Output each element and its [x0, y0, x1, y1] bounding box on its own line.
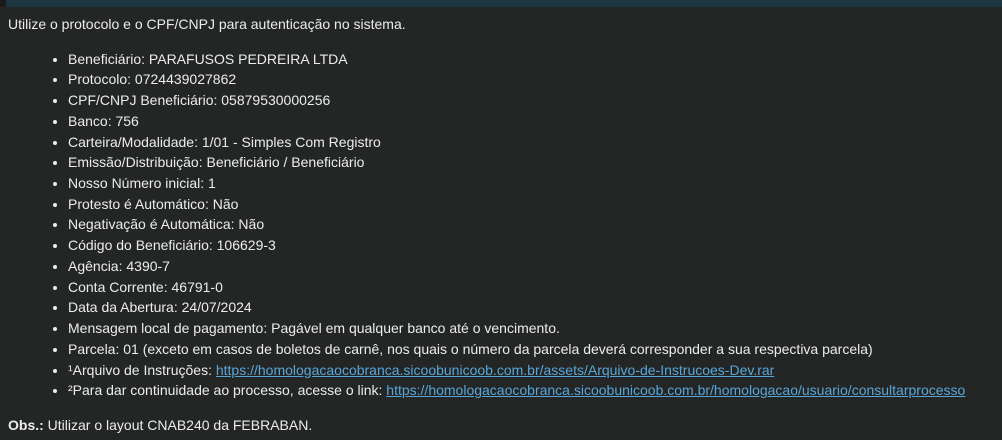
list-item-arquivo-instrucoes — [68, 360, 994, 381]
list-item-banco: • Banco: 756 — [68, 111, 994, 132]
instructions-file-link[interactable]: https://homologacaocobranca.sicoobunicoob.com.br/assets/Arquivo-de-Instrucoes-Dev.rar — [215, 361, 775, 378]
list-item-carteira-modalidade: • Carteira/Modalidade: 1/01 - Simples Com Registro — [68, 132, 994, 153]
list-item-emissao-distribuicao: • Emissão/Distribuição: Beneficiário / Beneficiário — [68, 152, 994, 173]
intro-text: Utilize o protocolo e o CPF/CNPJ para autenticação no sistema. — [8, 16, 406, 32]
top-divider-bar — [0, 0, 1002, 7]
list-item-continuidade-processo — [68, 380, 994, 401]
obs-text: Utilizar o layout CNAB240 da FEBRABAN. — [43, 416, 313, 433]
details-list — [8, 49, 994, 401]
list-item-negativacao: • Negativação é Automática: Não — [68, 214, 994, 235]
list-item-data-abertura: • Data da Abertura: 24/07/2024 — [68, 297, 994, 318]
list-item-protesto: • Protesto é Automático: Não — [68, 194, 994, 215]
consult-process-link[interactable]: https://homologacaocobranca.sicoobunicoob.com.br/homologacao/usuario/consultarprocesso — [386, 382, 966, 399]
continuidade-processo-prefix: ²Para dar continuidade ao processo, acesse o link: — [68, 382, 387, 399]
obs-label: Obs.: — [8, 416, 44, 433]
arquivo-instrucoes-prefix: ¹Arquivo de Instruções: — [68, 361, 216, 378]
list-item-codigo-beneficiario: • Código do Beneficiário: 106629-3 — [68, 235, 994, 256]
list-item-mensagem-pagamento: • Mensagem local de pagamento: Pagável em qualquer banco até o vencimento. — [68, 318, 994, 339]
list-item-conta-corrente: • Conta Corrente: 46791-0 — [68, 277, 994, 298]
top-bar-corner-block — [0, 0, 6, 7]
list-item-parcela: • Parcela: 01 (exceto em casos de boletos de carnê, nos quais o número da parcela deverá corresponder a sua respectiva parcela) — [68, 339, 994, 360]
list-item-protocolo: • Protocolo: 0724439027862 — [68, 69, 994, 90]
list-item-cpf-cnpj: • CPF/CNPJ Beneficiário: 05879530000256 — [68, 90, 994, 111]
list-item-agencia: • Agência: 4390-7 — [68, 256, 994, 277]
message-body — [0, 14, 1002, 436]
list-item-nosso-numero: • Nosso Número inicial: 1 — [68, 173, 994, 194]
list-item-beneficiario: • Beneficiário: PARAFUSOS PEDREIRA LTDA — [68, 49, 994, 70]
obs-note — [8, 415, 994, 436]
